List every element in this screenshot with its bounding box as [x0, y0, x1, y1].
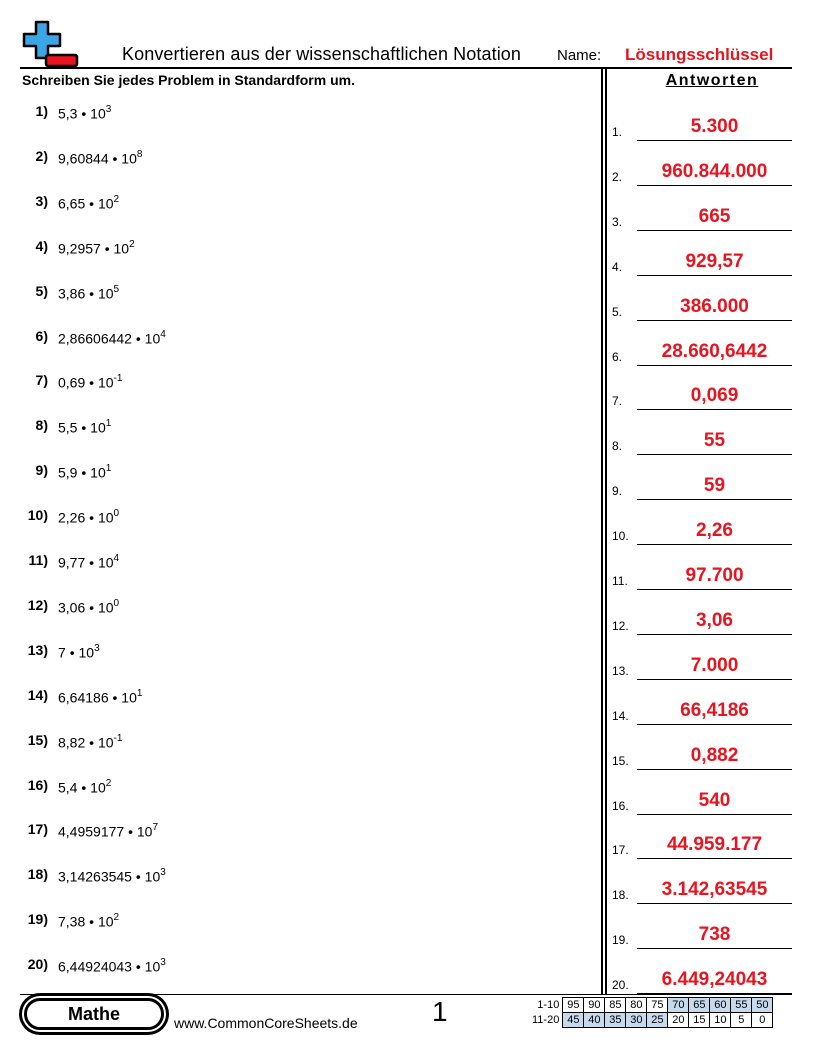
answer-number: 19.: [612, 933, 629, 948]
problem-number: 13): [27, 641, 48, 658]
answer-item: [612, 201, 792, 231]
answer-number: 4.: [612, 259, 623, 274]
answer-line: [637, 769, 792, 770]
problem-expression: 6,64186 • $10^1$: [58, 687, 143, 706]
problem-expression: 2,26 • $10^0$: [58, 508, 120, 526]
page-number: 1: [432, 996, 448, 1027]
answer-line: [637, 903, 792, 904]
score-cell: 65: [689, 998, 710, 1013]
answer-number: 13.: [612, 663, 629, 678]
answer-line: [637, 589, 792, 590]
answer-line: [637, 679, 792, 680]
answer-value: 386.000: [680, 295, 749, 317]
answer-number: 12.: [612, 618, 629, 633]
worksheet-title: Konvertieren aus der wissenschaftlichen Notation: [122, 44, 522, 64]
answer-number: 5.: [612, 304, 623, 319]
answer-value: 6.449,24043: [661, 969, 768, 991]
problem-expression: 4,4959177 • $10^7$: [58, 822, 159, 841]
answer-item: [612, 650, 792, 680]
problem-number: 17): [27, 821, 48, 838]
answer-value: 59: [703, 475, 726, 497]
problem-expression: 6,65 • $10^2$: [58, 193, 120, 212]
score-cell: 60: [710, 998, 731, 1013]
answer-line: [637, 365, 792, 366]
answer-line: [637, 724, 792, 725]
problem-expression: 9,60844 • $10^8$: [58, 148, 143, 167]
instructions: Schreiben Sie jedes Problem in Standardform um.: [22, 72, 355, 88]
answer-number: 3.: [612, 214, 623, 229]
answer-line: [637, 454, 792, 455]
score-row: [530, 998, 773, 1013]
answer-number: 20.: [612, 978, 629, 993]
problem-number: 14): [27, 686, 48, 703]
score-cell: 30: [626, 1013, 647, 1028]
problem-expression: 6,44924043 • $10^3$: [58, 957, 166, 975]
answer-item: [612, 964, 792, 994]
problem-expression: 7 • $10^3$: [58, 642, 100, 661]
answer-line: [637, 499, 792, 500]
answer-line: [637, 544, 792, 545]
problem-expression: 3,14263545 • $10^3$: [58, 867, 166, 885]
score-cell: 15: [689, 1013, 710, 1028]
score-cell: 85: [605, 998, 626, 1013]
score-cell: 95: [563, 998, 584, 1013]
problem-expression: 5,5 • $10^1$: [58, 418, 112, 436]
answer-item: [612, 111, 792, 141]
problem-number: 19): [27, 911, 48, 928]
problem-expression: 5,9 • $10^1$: [58, 463, 112, 481]
answer-line: [637, 185, 792, 186]
answer-value: 0,069: [690, 385, 739, 407]
answer-item: [612, 515, 792, 545]
answer-number: 8.: [612, 439, 623, 454]
problem-number: 16): [27, 776, 48, 793]
score-cell: 45: [563, 1013, 584, 1028]
score-cell: 0: [752, 1013, 773, 1028]
problem-number: 6): [35, 327, 48, 344]
score-cell: 40: [584, 1013, 605, 1028]
problem-number: 9): [35, 462, 48, 479]
answer-number: 2.: [612, 169, 623, 184]
problem-expression: 2,86606442 • $10^4$: [58, 328, 166, 347]
score-cell: 70: [668, 998, 689, 1013]
answer-value: 3,06: [696, 609, 733, 631]
header-rule: [20, 67, 792, 69]
website-url[interactable]: www.CommonCoreSheets.de: [174, 1015, 358, 1031]
answer-value: 665: [698, 205, 731, 227]
problem-number: 15): [27, 731, 48, 748]
answer-value: 540: [698, 789, 731, 811]
problem-expression: 9,77 • $10^4$: [58, 553, 120, 571]
plus-minus-logo-icon: [22, 20, 80, 68]
answer-value: 3.142,63545: [661, 879, 768, 901]
answer-item: [612, 425, 792, 455]
problem-number: 18): [27, 866, 48, 883]
answer-number: 11.: [612, 574, 628, 588]
answer-line: [637, 409, 792, 410]
problem-number: 5): [35, 282, 48, 299]
answer-item: [612, 919, 792, 949]
answer-value: 929,57: [685, 250, 744, 272]
problem-number: 3): [35, 192, 48, 209]
answer-number: 18.: [612, 888, 629, 903]
answer-value: 66,4186: [680, 699, 749, 721]
problem-expression: 5,3 • $10^3$: [58, 104, 112, 122]
problem-expression: 5,4 • $10^2$: [58, 777, 112, 796]
problem-expression: 7,38 • $10^2$: [58, 912, 120, 930]
answer-number: 10.: [612, 529, 629, 544]
score-cell: 20: [668, 1013, 689, 1028]
answer-item: [612, 246, 792, 276]
score-row: [530, 1013, 773, 1028]
problem-expression: 0,69 • $10^{-1}$: [58, 373, 123, 392]
answer-value: 960.844.000: [661, 160, 768, 182]
problem-number: 12): [27, 596, 48, 613]
score-row-label: 11-20: [532, 1014, 560, 1026]
score-row-label: 1-10: [537, 999, 560, 1011]
answer-item: [612, 605, 792, 635]
answer-line: [637, 140, 792, 141]
problem-number: 2): [35, 147, 48, 164]
answer-value: 738: [698, 924, 731, 946]
answer-number: 17.: [612, 843, 629, 858]
answer-value: 7.000: [690, 654, 739, 676]
problem-number: 4): [35, 237, 48, 254]
problem-number: 7): [35, 372, 48, 389]
problem-expression: 8,82 • $10^{-1}$: [58, 732, 123, 751]
answer-line: [637, 634, 792, 635]
answer-line: [637, 948, 792, 949]
score-cell: 10: [710, 1013, 731, 1028]
answer-value: 55: [703, 430, 726, 452]
answer-item: [612, 740, 792, 770]
answer-key-label: Lösungsschlüssel: [625, 45, 774, 64]
footer-rule: [20, 994, 792, 995]
answer-value: 28.660,6442: [661, 340, 768, 362]
subject-badge: Mathe: [24, 998, 164, 1030]
answer-line: [637, 275, 792, 276]
answer-item: [612, 470, 792, 500]
answer-number: 9.: [612, 484, 623, 499]
problem-expression: 3,86 • $10^5$: [58, 283, 120, 302]
answer-number: 14.: [612, 708, 629, 723]
problem-number: 11): [28, 552, 48, 568]
answer-number: 16.: [612, 798, 629, 813]
score-cell: 25: [647, 1013, 668, 1028]
answer-number: 15.: [612, 753, 629, 768]
answer-line: [637, 320, 792, 321]
answer-line: [637, 858, 792, 859]
problem-number: 20): [27, 956, 48, 973]
score-cell: 80: [626, 998, 647, 1013]
problem-expression: 9,2957 • $10^2$: [58, 238, 135, 257]
score-cell: 5: [731, 1013, 752, 1028]
score-cell: 75: [647, 998, 668, 1013]
answer-line: [637, 230, 792, 231]
answer-item: [612, 156, 792, 186]
score-cell: 55: [731, 998, 752, 1013]
answer-number: 6.: [612, 349, 623, 364]
problem-number: 1): [35, 103, 48, 119]
answer-item: [612, 695, 792, 725]
answer-value: 2,26: [696, 520, 733, 542]
answer-value: 0,882: [690, 744, 739, 766]
answer-item: [612, 291, 792, 321]
answer-item: [612, 874, 792, 904]
problem-number: 8): [35, 417, 48, 434]
answer-item: [612, 829, 792, 859]
name-label: Name:: [557, 47, 602, 64]
answer-number: 7.: [612, 394, 623, 409]
score-cell: 90: [584, 998, 605, 1013]
answer-line: [637, 814, 792, 815]
answer-number: 1.: [612, 125, 623, 139]
score-table: [530, 997, 773, 1028]
answer-value: 97.700: [685, 565, 744, 586]
problem-expression: 3,06 • $10^0$: [58, 597, 120, 616]
answers-heading: Antworten: [665, 72, 759, 89]
score-cell: 35: [605, 1013, 626, 1028]
answer-item: [612, 380, 792, 410]
answer-item: [612, 560, 792, 590]
score-cell: 50: [752, 998, 773, 1013]
answer-item: [612, 336, 792, 366]
answer-value: 5.300: [690, 116, 739, 137]
answer-item: [612, 785, 792, 815]
column-divider: [601, 69, 607, 995]
problem-number: 10): [27, 507, 48, 524]
answer-value: 44.959.177: [666, 834, 763, 856]
